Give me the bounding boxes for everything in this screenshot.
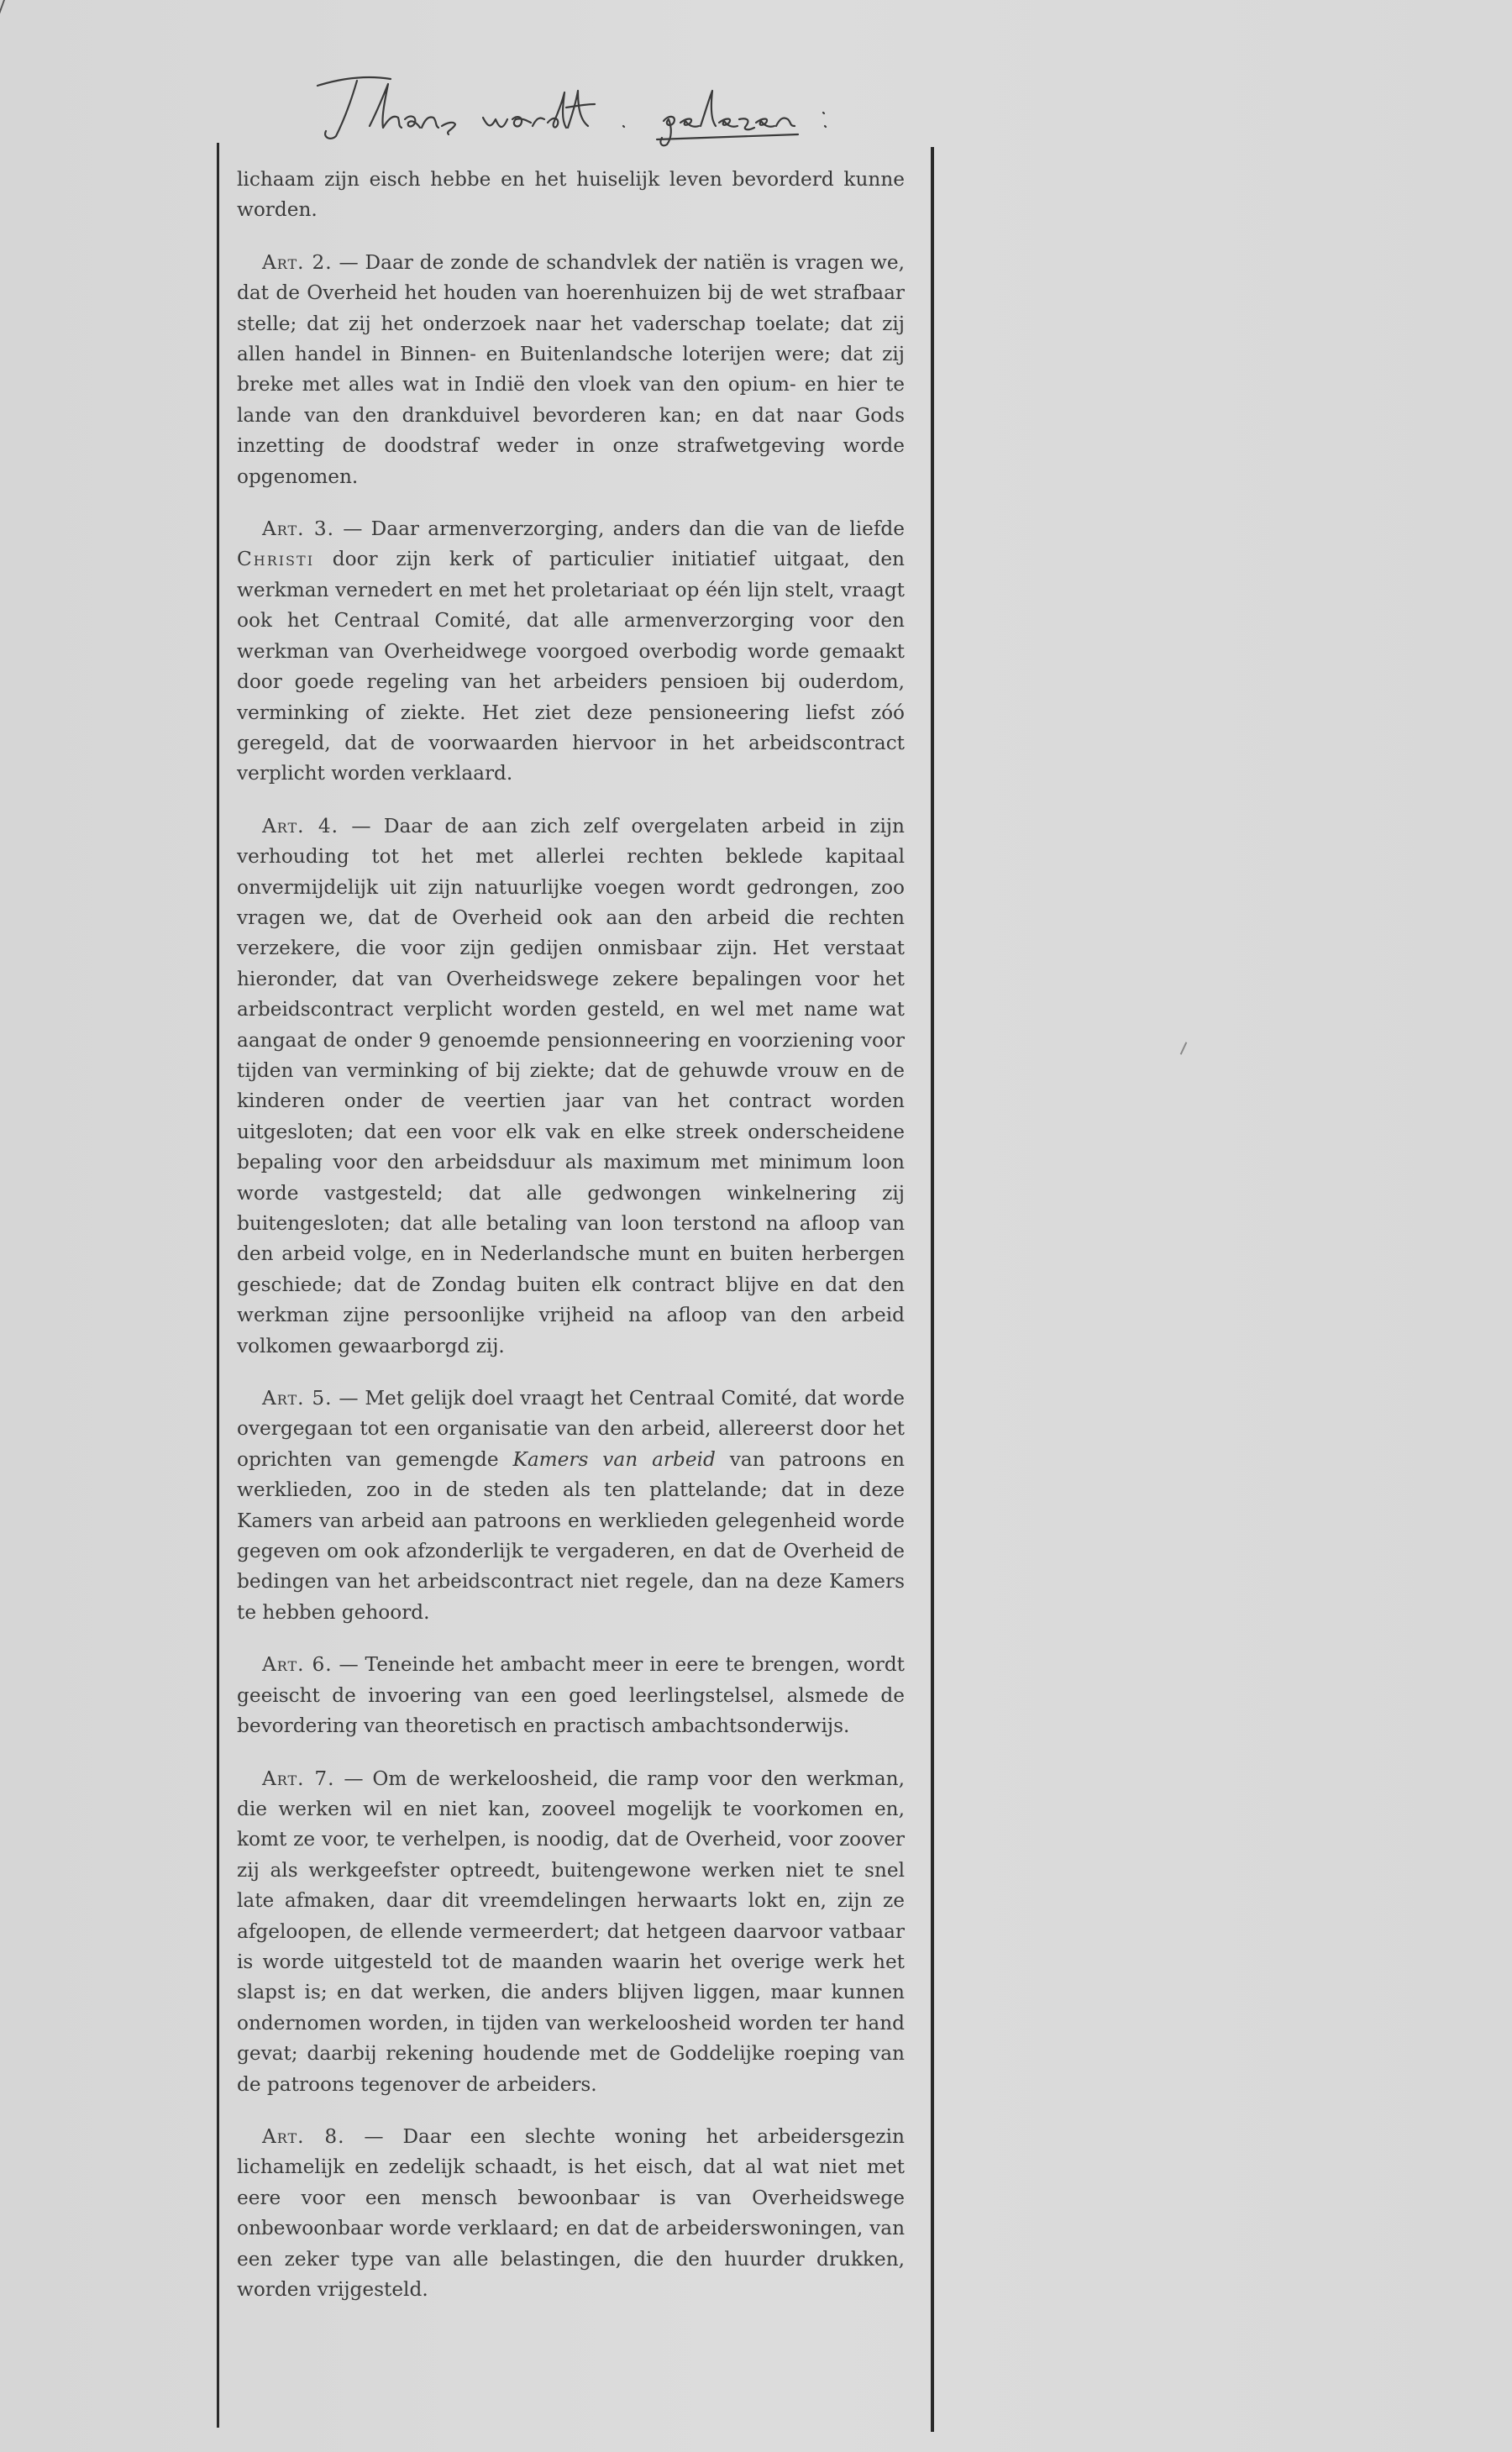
article-8 (237, 2122, 905, 2305)
article-3 (237, 514, 905, 790)
article-label: Art. 7. (262, 1767, 335, 1790)
article-text-after: door zijn kerk of particulier initiatief uitgaat, den werkman vernedert en met het proletariaat op één lijn stelt, vraagt ook het Centraal Comité, dat alle armenverzorging voor den werkman van Overheidwege voorgoed overbodig worde gemaakt door goede regeling van het arbeiders pensioen bij ouderdom, verminking of ziekte. Het ziet deze pensioneering liefst zóó geregeld, dat de voorwaarden hiervoor in het arbeidscontract verplicht worden verklaard. (237, 548, 905, 785)
article-label: Art. 3. (262, 517, 334, 541)
article-4 (237, 811, 905, 1362)
clipping-border-right (931, 147, 934, 2432)
paragraph-text: lichaam zijn eisch hebbe en het huiselijk leven bevorderd kunne worden. (237, 168, 905, 222)
article-smallcaps: Christi (237, 548, 315, 571)
article-text: — Daar de aan zich zelf overgelaten arbeid in zijn verhouding tot het met allerlei rechten beklede kapitaal onvermijdelijk uit zijn natuurlijke voegen wordt gedrongen, zoo vragen we, dat de Overheid ook aan den arbeid die rechten verzekere, die voor zijn gedijen onmisbaar zijn. Het verstaat hieronder, dat van Overheidswege zekere bepalingen voor het arbeidscontract verplicht worden gesteld, en wel met name wat aangaat de onder 9 genoemde pensionneering en voorziening voor tijden van verminking of bij ziekte; dat de gehuwde vrouw en de kinderen onder de veertien jaar van het contract worden uitgesloten; dat een voor elk vak en elke streek onderscheidene bepaling voor den arbeidsduur als maximum met minimum loon worde vastgesteld; dat alle gedwongen winkelnering zij buitengesloten; dat alle betaling van loon terstond na afloop van den arbeid volge, en in Nederlandsche munt en buiten herbergen geschiede; dat de Zondag buiten elk contract blijve en dat den werkman zijne persoonlijke vrijheid na afloop van den arbeid volkomen gewaarborgd zij. (237, 814, 905, 1357)
newspaper-clipping (237, 165, 905, 2327)
article-text-before: — Daar armenverzorging, anders dan die van de liefde (333, 517, 905, 541)
article-text: — Daar een slechte woning het arbeidersgezin lichamelijk en zedelijk schaadt, is het eisch, dat al wat niet met eere voor een mensch bewoonbaar is van Overheidswege onbewoonbaar worde verklaard; en dat de arbeiderswoningen, van een zeker type van alle belastingen, die den huurder drukken, worden vrijgesteld. (237, 2124, 905, 2301)
article-label: Art. 6. (262, 1653, 333, 1677)
article-text: — Om de werkeloosheid, die ramp voor den werkman, die werken wil en niet kan, zooveel mogelijk te voorkomen en, komt ze voor, te verhelpen, is noodig, dat de Overheid, voor zoover zij als werkgeefster optreedt, buitengewone werken niet te snel late afmaken, daar dit vreemdelingen herwaarts lokt en, zijn ze afgeloopen, de ellende vermeerdert; dat hetgeen daarvoor vatbaar is worde uitgesteld tot de maanden waarin het overige werk het slapst is; en dat werken, die anders blijven liggen, maar kunnen ondernomen worden, in tijden van werkeloosheid worden ter hand gevat; daarbij rekening houdende met de Goddelijke roeping van de patroons tegenover de arbeiders. (237, 1767, 905, 2096)
article-italic: Kamers van arbeid (512, 1447, 716, 1471)
article-5 (237, 1384, 905, 1628)
article-text-before: — Met gelijk doel vraagt het Centraal Comité, dat worde overgegaan tot een organisatie van den arbeid, allereerst door het oprichten van gemengde (237, 1387, 905, 1471)
clipping-border-left (217, 143, 219, 2428)
article-label: Art. 5. (262, 1387, 333, 1410)
article-text: — Teneinde het ambacht meer in eere te brengen, wordt geeischt de invoering van een goed leerlingstelsel, alsmede de bevordering van theoretisch en practisch ambachtsonderwijs. (237, 1653, 905, 1738)
article-label: Art. 8. (262, 2124, 345, 2148)
handwritten-heading (311, 67, 848, 147)
stray-mark (1180, 1042, 1188, 1054)
article-label: Art. 4. (262, 814, 339, 837)
margin-mark (0, 0, 17, 18)
article-7 (237, 1764, 905, 2100)
article-2 (237, 248, 905, 492)
paragraph-continuation (237, 165, 905, 226)
article-6 (237, 1650, 905, 1741)
article-label: Art. 2. (262, 250, 333, 274)
handwriting-strokes (311, 67, 848, 147)
article-text: — Daar de zonde de schandvlek der natiën is vragen we, dat de Overheid het houden van hoerenhuizen bij de wet strafbaar stelle; dat zij het onderzoek naar het vaderschap toelate; dat zij allen handel in Binnen- en Buitenlandsche loterijen were; dat zij breke met alles wat in Indië den vloek van den opium- en hier te lande van den drankduivel bevorderen kan; en dat naar Gods inzetting de doodstraf weder in onze strafwetgeving worde opgenomen. (237, 250, 905, 488)
article-text-after: van patroons en werklieden, zoo in de steden als ten plattelande; dat in deze Kamers van arbeid aan patroons en werklieden gelegenheid worde gegeven om ook afzonderlijk te vergaderen, en dat de Overheid de bedingen van het arbeidscontract niet regele, dan na deze Kamers te hebben gehoord. (237, 1447, 905, 1624)
